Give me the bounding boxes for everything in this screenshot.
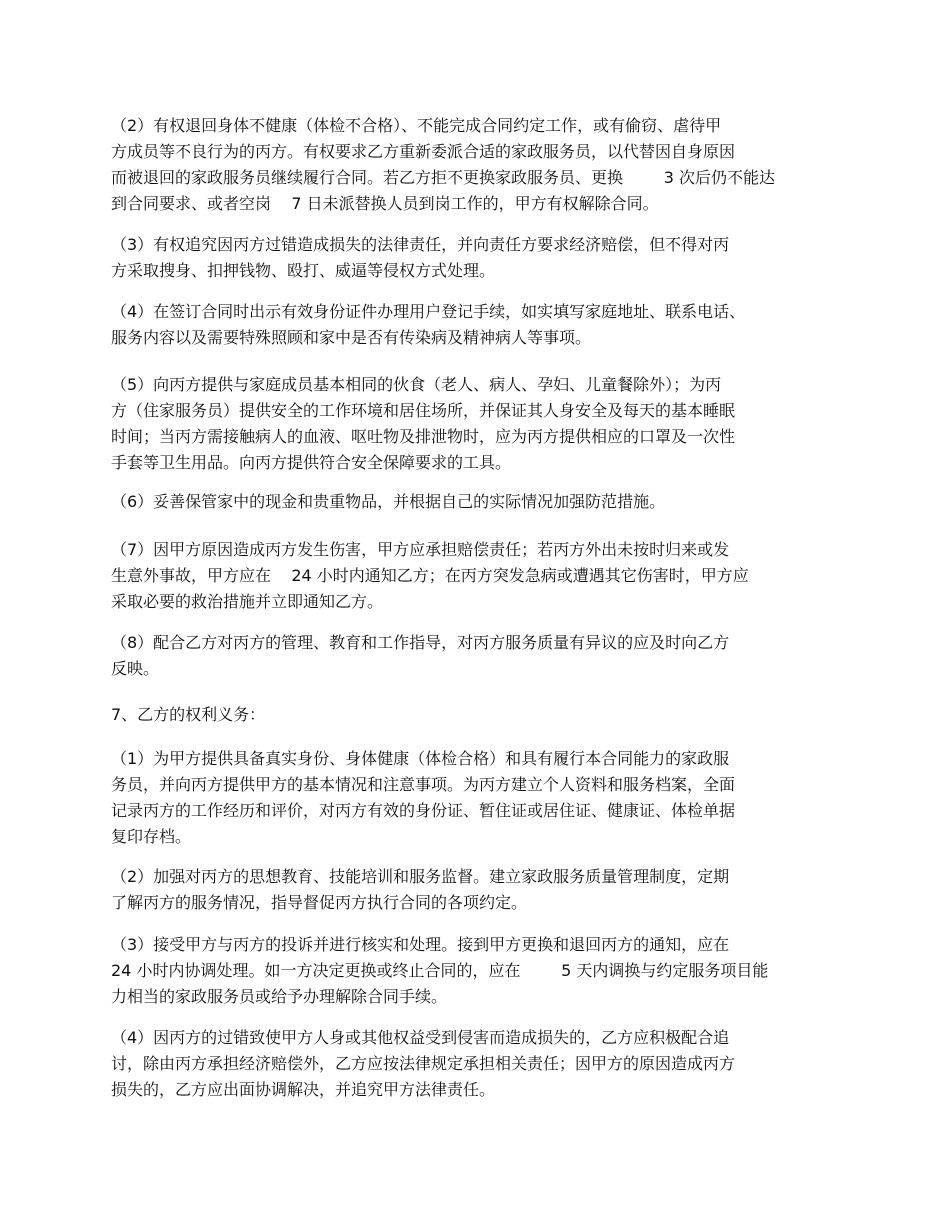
paragraph-party-a-right-2: [111, 113, 841, 217]
paragraph-party-b-duty-4: [111, 1025, 841, 1103]
text-line: 时间；当丙方需接触病人的血液、呕吐物及排泄物时，应为丙方提供相应的口罩及一次性: [111, 427, 736, 446]
text-line: 采取必要的救治措施并立即通知乙方。: [111, 592, 384, 611]
text-line: 记录丙方的工作经历和评价，对丙方有效的身份证、暂住证或居住证、健康证、体检单据: [111, 801, 736, 820]
paragraph-party-a-right-4: [111, 299, 841, 351]
text-line: 方采取搜身、扣押钱物、殴打、威逼等侵权方式处理。: [111, 261, 496, 280]
text-line: 24 小时内协调处理。如一方决定更换或终止合同的，应在 5 天内调换与约定服务项目能: [111, 961, 769, 980]
text-line: 了解丙方的服务情况，指导督促丙方执行合同的各项约定。: [111, 893, 528, 912]
text-line: 方成员等不良行为的丙方。有权要求乙方重新委派合适的家政服务员，以代替因自身原因: [111, 142, 736, 161]
text-line: 生意外事故，甲方应在 24 小时内通知乙方；在丙方突发急病或遭遇其它伤害时，甲方应: [111, 566, 749, 585]
text-line: （2）有权退回身体不健康（体检不合格）、不能完成合同约定工作，或有偷窃、虐待甲: [111, 116, 722, 135]
text-line: （4）因丙方的过错致使甲方人身或其他权益受到侵害而造成损失的，乙方应积极配合追: [111, 1028, 730, 1047]
paragraph-party-b-duty-1: [111, 746, 841, 850]
text-line: （1）为甲方提供具备真实身份、身体健康（体检合格）和具有履行本合同能力的家政服: [111, 749, 730, 768]
text-line: （8）配合乙方对丙方的管理、教育和工作指导，对丙方服务质量有异议的应及时向乙方: [111, 633, 730, 652]
text-line: （3）有权追究因丙方过错造成损失的法律责任，并向责任方要求经济赔偿，但不得对丙: [111, 235, 730, 254]
section-heading-party-b: [111, 702, 841, 728]
text-line: 复印存档。: [111, 827, 192, 846]
text-line: 讨，除由丙方承担经济赔偿外，乙方应按法律规定承担相关责任；因甲方的原因造成丙方: [111, 1054, 736, 1073]
text-line: （5）向丙方提供与家庭成员基本相同的伙食（老人、病人、孕妇、儿童餐除外）；为丙: [111, 375, 722, 394]
text-line: （3）接受甲方与丙方的投诉并进行核实和处理。接到甲方更换和退回丙方的通知，应在: [111, 935, 730, 954]
paragraph-party-a-right-8: [111, 630, 841, 682]
text-line: 方（住家服务员）提供安全的工作环境和居住场所，并保证其人身安全及每天的基本睡眠: [111, 401, 736, 420]
paragraph-party-b-duty-2: [111, 864, 841, 916]
text-line: 而被退回的家政服务员继续履行合同。若乙方拒不更换家政服务员、更换 3 次后仍不能达: [111, 168, 775, 187]
paragraph-party-a-right-5: [111, 372, 841, 476]
paragraph-party-a-right-3: [111, 232, 841, 284]
paragraph-party-a-right-7: [111, 537, 841, 615]
text-line: 反映。: [111, 659, 160, 678]
text-line: （2）加强对丙方的思想教育、技能培训和服务监督。建立家政服务质量管理制度，定期: [111, 867, 730, 886]
paragraph-party-b-duty-3: [111, 932, 841, 1010]
text-line: （7）因甲方原因造成丙方发生伤害，甲方应承担赔偿责任；若丙方外出未按时归来或发: [111, 540, 730, 559]
text-line: 服务内容以及需要特殊照顾和家中是否有传染病及精神病人等事项。: [111, 328, 592, 347]
text-line: 损失的，乙方应出面协调解决，并追究甲方法律责任。: [111, 1080, 496, 1099]
text-line: 7、乙方的权利义务：: [111, 705, 266, 724]
text-line: 力相当的家政服务员或给予办理解除合同手续。: [111, 987, 448, 1006]
text-line: 手套等卫生用品。向丙方提供符合安全保障要求的工具。: [111, 453, 512, 472]
text-line: 到合同要求、或者空岗 7 日未派替换人员到岗工作的，甲方有权解除合同。: [111, 194, 659, 213]
text-line: 务员，并向丙方提供甲方的基本情况和注意事项。为丙方建立个人资料和服务档案，全面: [111, 775, 736, 794]
text-line: （4）在签订合同时出示有效身份证件办理用户登记手续，如实填写家庭地址、联系电话、: [111, 302, 746, 321]
text-line: （6）妥善保管家中的现金和贵重物品，并根据自己的实际情况加强防范措施。: [111, 492, 666, 511]
paragraph-party-a-right-6: [111, 489, 841, 515]
